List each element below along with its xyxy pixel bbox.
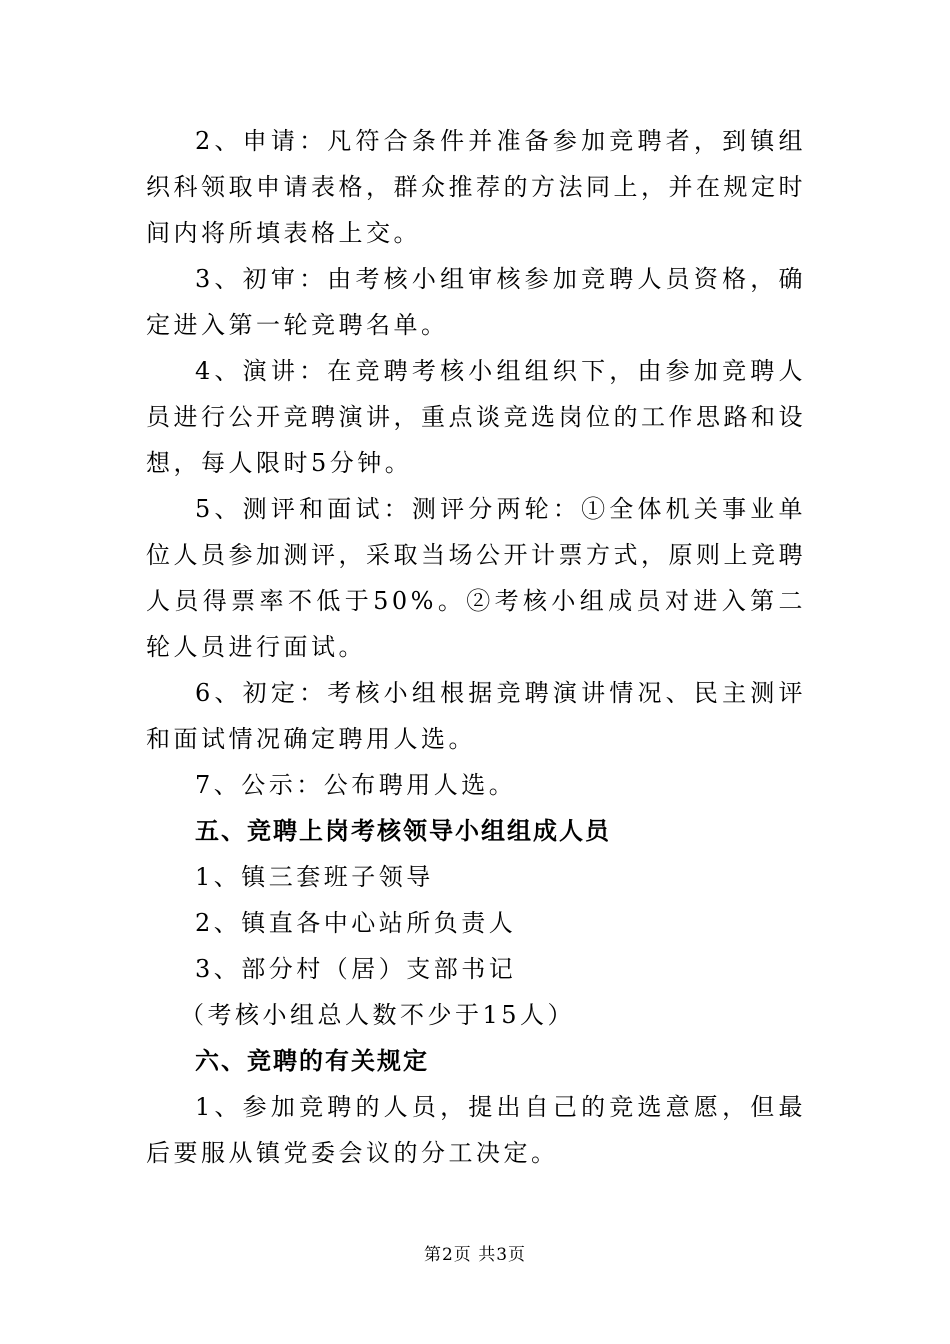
paragraph-speech: 4、演讲：在竞聘考核小组组织下，由参加竞聘人员进行公开竞聘演讲，重点谈竞选岗位的工作思路和设想，每人限时5分钟。 [146, 357, 806, 477]
paragraph-publicity: 7、公示：公布聘用人选。 [195, 771, 517, 799]
paragraph-regulation-1: 1、参加竞聘的人员，提出自己的竞选意愿，但最后要服从镇党委会议的分工决定。 [146, 1093, 806, 1167]
page-number-footer: 第2页 共3页 [423, 1245, 527, 1265]
list-item-town-leaders: 1、镇三套班子领导 [195, 863, 434, 891]
list-item-party-secretaries: 3、部分村（居）支部书记 [195, 955, 517, 983]
paragraph-apply: 2、申请：凡符合条件并准备参加竞聘者，到镇组织科领取申请表格，群众推荐的方法同上，并在规定时间内将所填表格上交。 [146, 127, 806, 247]
list-item-station-heads: 2、镇直各中心站所负责人 [195, 909, 517, 937]
document-body [146, 118, 806, 1176]
section-heading-regulations: 六、竞聘的有关规定 [195, 1047, 429, 1075]
committee-size-note: （考核小组总人数不少于15人） [180, 1001, 576, 1029]
paragraph-evaluation-interview: 5、测评和面试：测评分两轮：①全体机关事业单位人员参加测评，采取当场公开计票方式，原则上竞聘人员得票率不低于50%。②考核小组成员对进入第二轮人员进行面试。 [146, 495, 806, 661]
paragraph-initial-review: 3、初审：由考核小组审核参加竞聘人员资格，确定进入第一轮竞聘名单。 [146, 265, 806, 339]
section-heading-committee: 五、竞聘上岗考核领导小组组成人员 [195, 817, 611, 845]
paragraph-preliminary-decision: 6、初定：考核小组根据竞聘演讲情况、民主测评和面试情况确定聘用人选。 [146, 679, 806, 753]
